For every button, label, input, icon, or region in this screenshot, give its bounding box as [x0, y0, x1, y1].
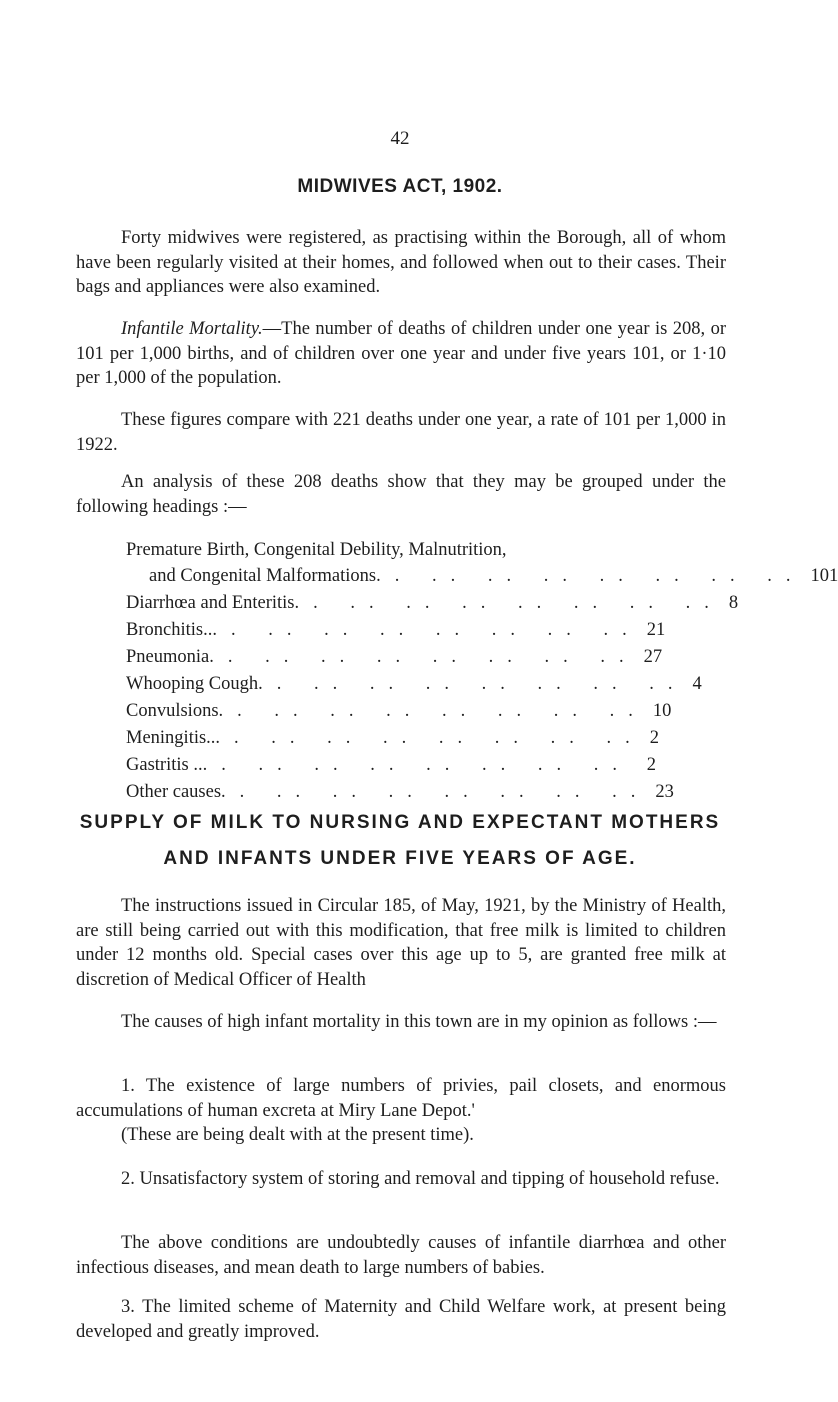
cause-count: 2	[646, 755, 656, 775]
milk-supply-heading-line-2: AND INFANTS UNDER FIVE YEARS OF AGE.	[163, 848, 637, 869]
cause-item-1-note: (These are being dealt with at the present time).	[121, 1125, 474, 1145]
cause-count: 8	[728, 593, 739, 613]
analysis-paragraph: An analysis of these 208 deaths show that they may be grouped under the following headings :—	[76, 472, 726, 517]
table-row	[126, 698, 672, 725]
table-row	[126, 617, 666, 644]
dot-leader: .. .. .. .. .. .. .. ..	[212, 620, 641, 640]
infantile-mortality-label: Infantile Mortality.	[121, 319, 263, 339]
comparison-paragraph: These figures compare with 221 deaths under one year, a rate of 101 per 1,000 in 1922.	[76, 410, 726, 455]
midwives-paragraph: Forty midwives were registered, as practising within the Borough, all of whom have been regularly visited at their homes, and followed when out to their cases. Their bags and appliances were also examined.	[76, 228, 726, 297]
cause-label-continued: and Congenital Malformations	[149, 566, 377, 586]
cause-count: 10	[652, 701, 672, 721]
cause-label: Diarrhœa and Enteritis	[126, 593, 295, 613]
cause-label: Convulsions	[126, 701, 219, 721]
infantile-mortality-text: —The number of deaths of children under one year is 208, or 101 per 1,000 births, and of children over one year and under five years 101, or 1·10 per 1,000 of the population.	[76, 319, 726, 388]
cause-count: 21	[646, 620, 666, 640]
page-number: 42	[390, 128, 410, 149]
midwives-act-heading: MIDWIVES ACT, 1902.	[297, 176, 503, 197]
cause-label: Premature Birth, Congenital Debility, Malnutrition,	[126, 540, 507, 560]
cause-label: Whooping Cough	[126, 674, 259, 694]
infantile-mortality-paragraph	[76, 317, 726, 391]
table-row	[126, 644, 663, 671]
cause-item-1-text: 1. The existence of large numbers of privies, pail closets, and enormous accumulations of human excreta at Miry Lane Depot.'	[76, 1076, 726, 1121]
dot-leader: .. .. .. .. .. .. .. ..	[376, 566, 805, 586]
cause-item-3: 3. The limited scheme of Maternity and Child Welfare work, at present being developed and greatly improved.	[76, 1297, 726, 1342]
cause-count: 27	[643, 647, 663, 667]
dot-leader: .. .. .. .. .. .. .. ..	[258, 674, 687, 694]
cause-count: 2	[649, 728, 660, 748]
table-row	[126, 590, 739, 617]
dot-leader: .. .. .. .. .. .. .. ..	[202, 755, 631, 775]
cause-label: Pneumonia	[126, 647, 210, 667]
cause-label: Gastritis ..	[126, 755, 203, 775]
dot-leader: .. .. .. .. .. .. .. ..	[218, 701, 647, 721]
causes-intro-paragraph: The causes of high infant mortality in this town are in my opinion as follows :—	[121, 1012, 717, 1032]
table-row	[126, 671, 702, 698]
dot-leader: .. .. .. .. .. .. .. ..	[221, 782, 650, 802]
cause-count: 23	[655, 782, 674, 802]
dot-leader: .. .. .. .. .. .. .. ..	[215, 728, 644, 748]
conditions-paragraph: The above conditions are undoubtedly causes of infantile diarrhœa and other infectious diseases, and mean death to large numbers of babies.	[76, 1233, 726, 1278]
cause-label: Meningitis..	[126, 728, 216, 748]
table-row	[126, 779, 674, 806]
dot-leader: .. .. .. .. .. .. .. ..	[294, 593, 723, 613]
circular-paragraph: The instructions issued in Circular 185, of May, 1921, by the Ministry of Health, are still being carried out with this modification, that free milk is limited to children under 12 months old. Special cases over this age up to 5, are granted free milk at discretion of Medical Officer of Health	[76, 896, 726, 990]
cause-item-1	[76, 1074, 726, 1148]
milk-supply-heading-line-1: SUPPLY OF MILK TO NURSING AND EXPECTANT MOTHERS	[79, 812, 721, 833]
table-row	[126, 725, 660, 752]
table-row	[126, 752, 656, 779]
cause-count: 4	[692, 674, 702, 694]
cause-label: Bronchitis..	[126, 620, 213, 640]
table-row	[126, 563, 838, 590]
cause-label: Other causes	[126, 782, 222, 802]
table-row	[126, 537, 656, 563]
dot-leader: .. .. .. .. .. .. .. ..	[209, 647, 638, 667]
cause-count: 101	[810, 566, 838, 586]
causes-of-death-table	[126, 537, 838, 806]
cause-item-2: 2. Unsatisfactory system of storing and removal and tipping of household refuse.	[121, 1169, 720, 1189]
